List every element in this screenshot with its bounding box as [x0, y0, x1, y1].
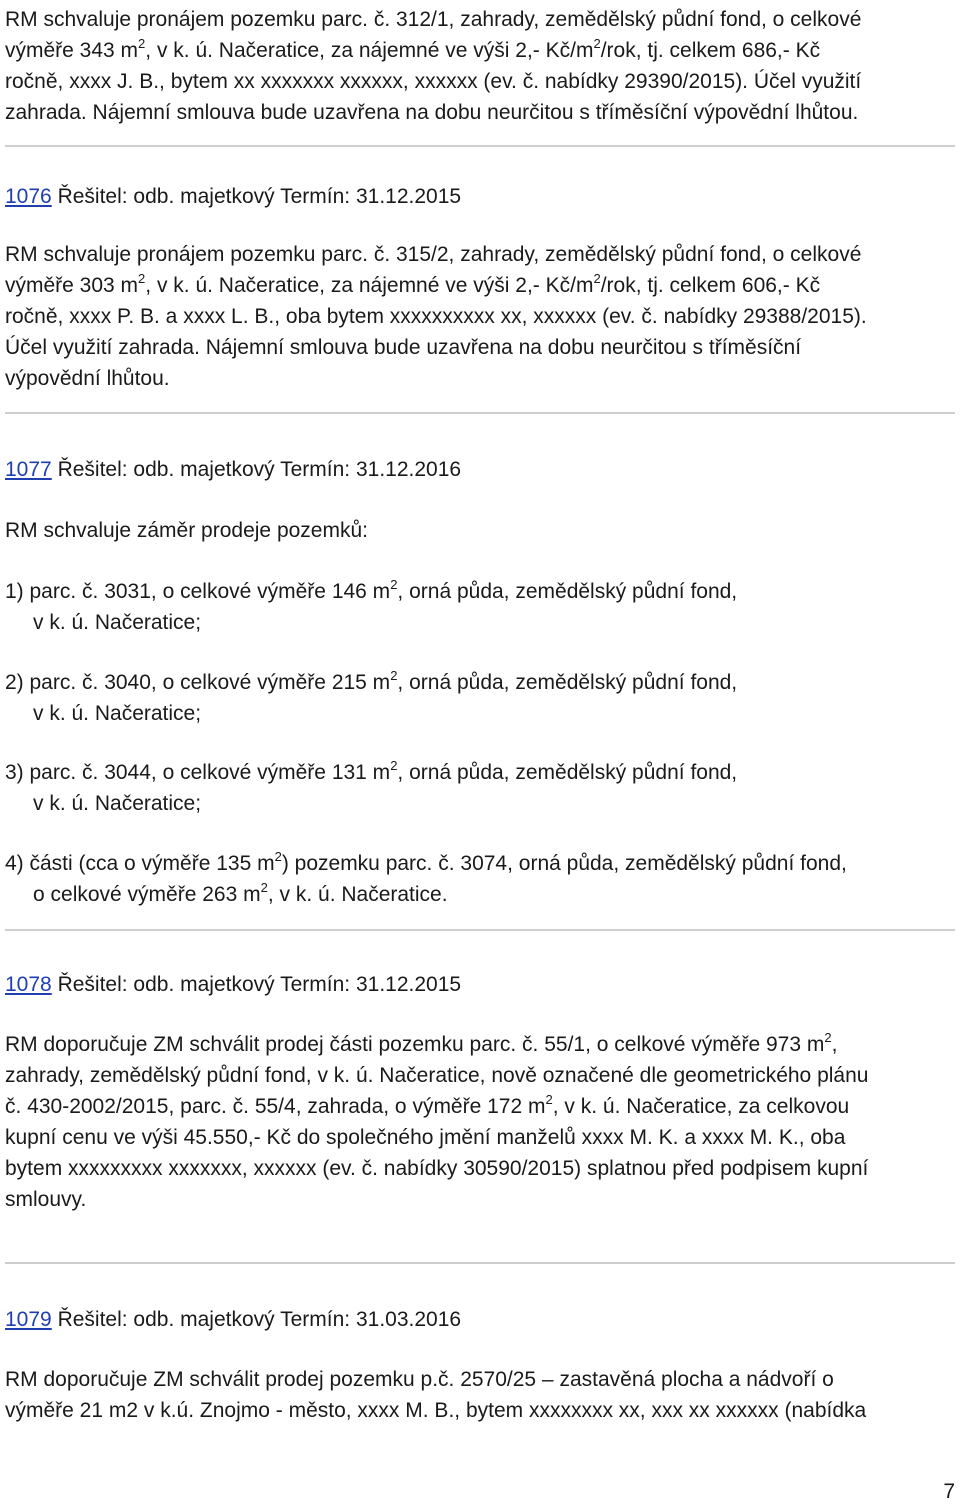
resolution-header: 1076 Řešitel: odb. majetkový Termín: 31.12.2015 — [5, 185, 462, 208]
resolution-header: 1079 Řešitel: odb. majetkový Termín: 31.03.2016 — [5, 1308, 462, 1331]
resolution-1076 — [5, 181, 955, 212]
resolution-number-link[interactable]: 1077 — [5, 458, 52, 481]
resolution-text-line: Účel využití zahrada. Nájemní smlouva bude uzavřena na dobu neurčitou s tříměsíční — [5, 336, 802, 359]
resolution-1079-body — [5, 1364, 955, 1426]
resolution-text-line: RM schvaluje pronájem pozemku parc. č. 315/2, zahrady, zemědělský půdní fond, o celkové — [5, 243, 862, 266]
resolution-continuation — [5, 4, 955, 128]
resolution-1078-body — [5, 1029, 955, 1215]
page-number: 7 — [943, 1480, 955, 1503]
resolution-text-line: výměře 21 m2 v k.ú. Znojmo - město, xxxx M. B., bytem xxxxxxxx xx, xxx xx xxxxxx (nabídka — [5, 1399, 867, 1422]
resolution-text-line: výpovědní lhůtou. — [5, 367, 170, 390]
resolution-number-link[interactable]: 1078 — [5, 973, 52, 996]
resolution-1077 — [5, 454, 955, 485]
resolution-header: 1078 Řešitel: odb. majetkový Termín: 31.12.2015 — [5, 973, 462, 996]
resolution-text-line: ročně, xxxx J. B., bytem xx xxxxxxx xxxxxx, xxxxxx (ev. č. nabídky 29390/2015). Účel využití — [5, 70, 862, 93]
section-divider — [5, 412, 955, 414]
resolution-1078 — [5, 969, 955, 1000]
resolution-text-line: RM doporučuje ZM schválit prodej části pozemku parc. č. 55/1, o celkové výměře 973 $m^2$, — [5, 1030, 838, 1056]
parcel-list-item: 1) parc. č. 3031, o celkové výměře 146 $m^2$, orná půda, zemědělský půdní fond, v k. ú. Načeratice; — [5, 577, 738, 634]
resolution-text-line: kupní cenu ve výši 45.550,- Kč do společného jmění manželů xxxx M. K. a xxxx M. K., oba — [5, 1126, 846, 1149]
resolution-text-line: RM schvaluje pronájem pozemku parc. č. 312/1, zahrady, zemědělský půdní fond, o celkové — [5, 8, 862, 31]
parcel-list-item: 2) parc. č. 3040, o celkové výměře 215 $m^2$, orná půda, zemědělský půdní fond, v k. ú. Načeratice; — [5, 668, 738, 725]
resolution-text-line: ročně, xxxx P. B. a xxxx L. B., oba bytem xxxxxxxxxx xx, xxxxxx (ev. č. nabídky 29388/2015). — [5, 305, 867, 328]
parcel-list-item: 3) parc. č. 3044, o celkové výměře 131 $m^2$, orná půda, zemědělský půdní fond, v k. ú. Načeratice; — [5, 758, 738, 815]
resolution-1077-intro — [5, 515, 955, 546]
resolution-1076-body — [5, 239, 955, 394]
resolution-text-line: zahrada. Nájemní smlouva bude uzavřena na dobu neurčitou s tříměsíční výpovědní lhůtou. — [5, 101, 859, 124]
resolution-text-line: zahrady, zemědělský půdní fond, v k. ú. Načeratice, nově označené dle geometrického plánu — [5, 1064, 869, 1087]
resolution-text-line: smlouvy. — [5, 1188, 87, 1211]
parcel-list-item: 4) části (cca o výměře 135 $m^2$) pozemku parc. č. 3074, orná půda, zemědělský půdní fond, o celkové výměře 263 $m^2$, v k. ú. Načeratice. — [5, 849, 847, 906]
section-divider — [5, 145, 955, 147]
resolution-text-line: RM doporučuje ZM schválit prodej pozemku p.č. 2570/25 – zastavěná plocha a nádvoří o — [5, 1368, 834, 1391]
resolution-number-link[interactable]: 1079 — [5, 1308, 52, 1331]
resolution-text-line: RM schvaluje záměr prodeje pozemků: — [5, 519, 368, 542]
resolution-text-line: výměře 343 $m^2$, v k. ú. Načeratice, za nájemné ve výši 2,- $Kč/m^2$/rok, tj. celkem 686,- Kč — [5, 36, 821, 62]
resolution-1079 — [5, 1304, 955, 1335]
resolution-number-link[interactable]: 1076 — [5, 185, 52, 208]
section-divider — [5, 929, 955, 931]
resolution-header: 1077 Řešitel: odb. majetkový Termín: 31.12.2016 — [5, 458, 462, 481]
resolution-text-line: č. 430-2002/2015, parc. č. 55/4, zahrada, o výměře 172 $m^2$, v k. ú. Načeratice, za celkovou — [5, 1092, 850, 1118]
section-divider — [5, 1262, 955, 1264]
resolution-text-line: výměře 303 $m^2$, v k. ú. Načeratice, za nájemné ve výši 2,- $Kč/m^2$/rok, tj. celkem 606,- Kč — [5, 271, 821, 297]
resolution-text-line: bytem xxxxxxxxx xxxxxxx, xxxxxx (ev. č. nabídky 30590/2015) splatnou před podpisem kupní — [5, 1157, 869, 1180]
